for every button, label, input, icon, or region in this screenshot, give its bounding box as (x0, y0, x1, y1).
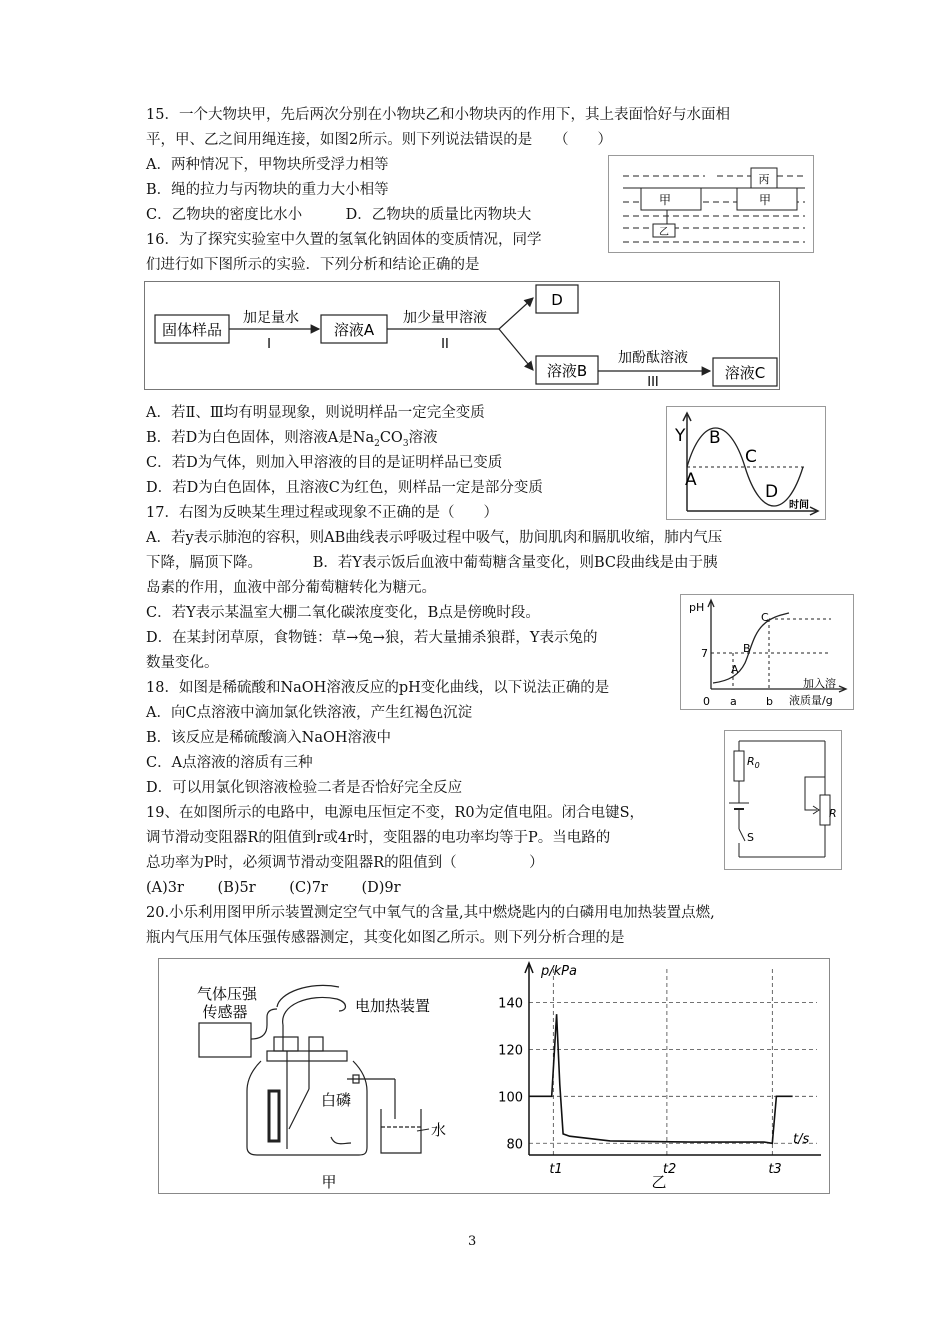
q15-option-b: B．绳的拉力与丙物块的重力大小相等 (146, 182, 389, 198)
q16-flow-sample: 固体样品 (161, 321, 223, 339)
q17-fig-d: D (765, 482, 779, 502)
chart-ytick-label: 140 (498, 996, 523, 1012)
q18-option-c: C．A点溶液的溶质有三种 (146, 755, 313, 771)
q20-pressure-series-line (529, 1014, 793, 1143)
q16-flow-roman3: III (647, 375, 659, 389)
q19-stem-line2: 调节滑动变阻器R的阻值到r或4r时，变阻器的电功率均等于P。当电路的 (146, 830, 611, 846)
q16-flow-d: D (551, 291, 563, 309)
q17-option-a-line3: 岛素的作用，血液中部分葡萄糖转化为糖元。 (146, 580, 436, 596)
q17-option-a-line2: 下降，膈顶下降。 B．若Y表示饭后血液中葡萄糖含量变化，则BC段曲线是由于胰 (146, 555, 718, 571)
q18-fig-b: b (766, 695, 773, 708)
q18-fig-a: a (730, 695, 737, 708)
q18-fig-origin: 0 (703, 695, 710, 708)
q16-stem-line1: 16．为了探究实验室中久置的氢氧化钠固体的变质情况，同学 (146, 232, 542, 248)
q16-flowchart (144, 281, 780, 390)
q18-fig-xlabel1: 加入溶 (803, 677, 836, 690)
q20-fig-water: 水 (431, 1121, 447, 1139)
q15-fig-jia: 甲 (658, 193, 672, 207)
q16-flow-step2: 加少量甲溶液 (403, 310, 487, 326)
q17-fig-b: B (709, 428, 721, 448)
q15-figure (608, 155, 814, 253)
q16-stem-line2: 们进行如下图所示的实验．下列分析和结论正确的是 (146, 257, 480, 273)
q16-flow-solC: 溶液C (724, 364, 766, 382)
q15-fig-bing: 丙 (758, 173, 770, 186)
q17-option-c: C．若Y表示某温室大棚二氧化碳浓度变化，B点是傍晚时段。 (146, 605, 540, 621)
q16-flow-solA: 溶液A (333, 321, 375, 339)
q16-flow-solB: 溶液B (546, 362, 588, 380)
q18-fig-ylabel: pH (689, 601, 705, 614)
q19-fig-r: R (829, 807, 837, 820)
q15-stem-line1: 15．一个大物块甲，先后两次分别在小物块乙和小物块丙的作用下，其上表面恰好与水面相 (146, 107, 730, 123)
q16-option-c: C．若D为气体，则加入甲溶液的目的是证明样品已变质 (146, 455, 503, 471)
q16-flow-step1: 加足量水 (243, 310, 299, 326)
q19-fig-s: S (747, 831, 754, 844)
q18-option-d: D．可以用氯化钡溶液检验二者是否恰好完全反应 (146, 780, 463, 796)
chart-ytick-label: 100 (498, 1090, 523, 1106)
q19-options: (A)3r (B)5r (C)7r (D)9r (146, 880, 401, 896)
q17-fig-xlabel: 时间 (789, 500, 809, 511)
q20-chart-xlabel: t/s (793, 1132, 810, 1147)
q19-stem-line1: 19、在如图所示的电路中，电源电压恒定不变，R0为定值电阻。闭合电键S， (146, 805, 645, 821)
q16-option-b: B．若D为白色固体，则溶液A是$Na_2CO_3$溶液 (146, 430, 438, 449)
q16-flow-roman1: I (267, 337, 271, 352)
q17-stem: 17．右图为反映某生理过程或现象不正确的是（ ） (146, 505, 498, 521)
q18-stem: 18．如图是稀硫酸和NaOH溶液反应的pH变化曲线，以下说法正确的是 (146, 680, 610, 696)
chart-xtick-label: t3 (768, 1162, 782, 1177)
q18-figure (680, 594, 854, 710)
q18-fig-point-a: A (731, 663, 739, 676)
chart-xtick-label: t1 (549, 1162, 563, 1177)
q16-option-d: D．若D为白色固体，且溶液C为红色，则样品一定是部分变质 (146, 480, 543, 496)
q19-fig-r0: $R_0$ (747, 755, 760, 770)
q19-stem-line3: 总功率为P时，必须调节滑动变阻器R的阻值到（ ） (146, 855, 544, 871)
q20-pressure-chart (489, 959, 829, 1193)
q20-figure (158, 958, 830, 1194)
q18-fig-seven: 7 (701, 647, 708, 660)
q20-fig-phosphorus: 白磷 (321, 1091, 352, 1109)
q20-stem-line1: 20.小乐利用图甲所示装置测定空气中氧气的含量,其中燃烧匙内的白磷用电加热装置点燃, (146, 905, 715, 921)
q20-stem-line2: 瓶内气压用气体压强传感器测定，其变化如图乙所示。则下列分析合理的是 (146, 930, 625, 946)
chart-xtick-label: t2 (662, 1162, 677, 1177)
q15-option-a: A．两种情况下，甲物块所受浮力相等 (146, 157, 389, 173)
q20-fig-sensor-line1: 气体压强 (196, 985, 258, 1003)
q18-option-b: B．该反应是稀硫酸滴入NaOH溶液中 (146, 730, 392, 746)
q16-flow-roman2: II (441, 337, 449, 352)
q16-option-a: A．若Ⅱ、Ⅲ均有明显现象，则说明样品一定完全变质 (146, 405, 485, 421)
q17-fig-y: Y (675, 426, 686, 446)
q15-fig-yi: 乙 (659, 227, 669, 238)
q20-chart-ylabel: p/kPa (541, 964, 577, 979)
q20-fig-caption-jia: 甲 (321, 1173, 337, 1191)
q16-flow-step3: 加酚酞溶液 (618, 350, 688, 366)
chart-ytick-label: 120 (498, 1043, 523, 1059)
q15-stem-line2: 平，甲、乙之间用绳连接，如图2所示。则下列说法错误的是 （ ） (146, 132, 612, 148)
q18-fig-xlabel2: 液质量/g (789, 694, 833, 707)
page-number: 3 (468, 1234, 477, 1249)
q20-fig-caption-yi: 乙 (651, 1173, 667, 1191)
q15-fig-jia2: 甲 (758, 193, 772, 207)
q17-fig-a: A (685, 470, 697, 490)
q15-option-cd: C．乙物块的密度比水小 D．乙物块的质量比丙物块大 (146, 207, 532, 223)
q17-figure (666, 406, 826, 520)
q17-option-d-line2: 数量变化。 (146, 655, 219, 671)
q17-option-d-line1: D．在某封闭草原，食物链：草→兔→狼，若大量捕杀狼群，Y表示兔的 (146, 630, 598, 646)
q18-option-a: A．向C点溶液中滴加氯化铁溶液，产生红褐色沉淀 (146, 705, 473, 721)
q18-fig-point-c: C (761, 611, 769, 624)
q17-option-a-line1: A．若y表示肺泡的容积，则AB曲线表示呼吸过程中吸气，肋间肌肉和膈肌收缩，肺内气压 (146, 530, 723, 546)
chart-ytick-label: 80 (506, 1137, 523, 1153)
q19-circuit-figure (724, 730, 842, 870)
q20-fig-heater: 电加热装置 (355, 997, 431, 1015)
q20-fig-sensor-line2: 传感器 (202, 1003, 248, 1021)
q17-fig-c: C (745, 447, 757, 467)
q18-fig-point-b: B (743, 642, 751, 655)
